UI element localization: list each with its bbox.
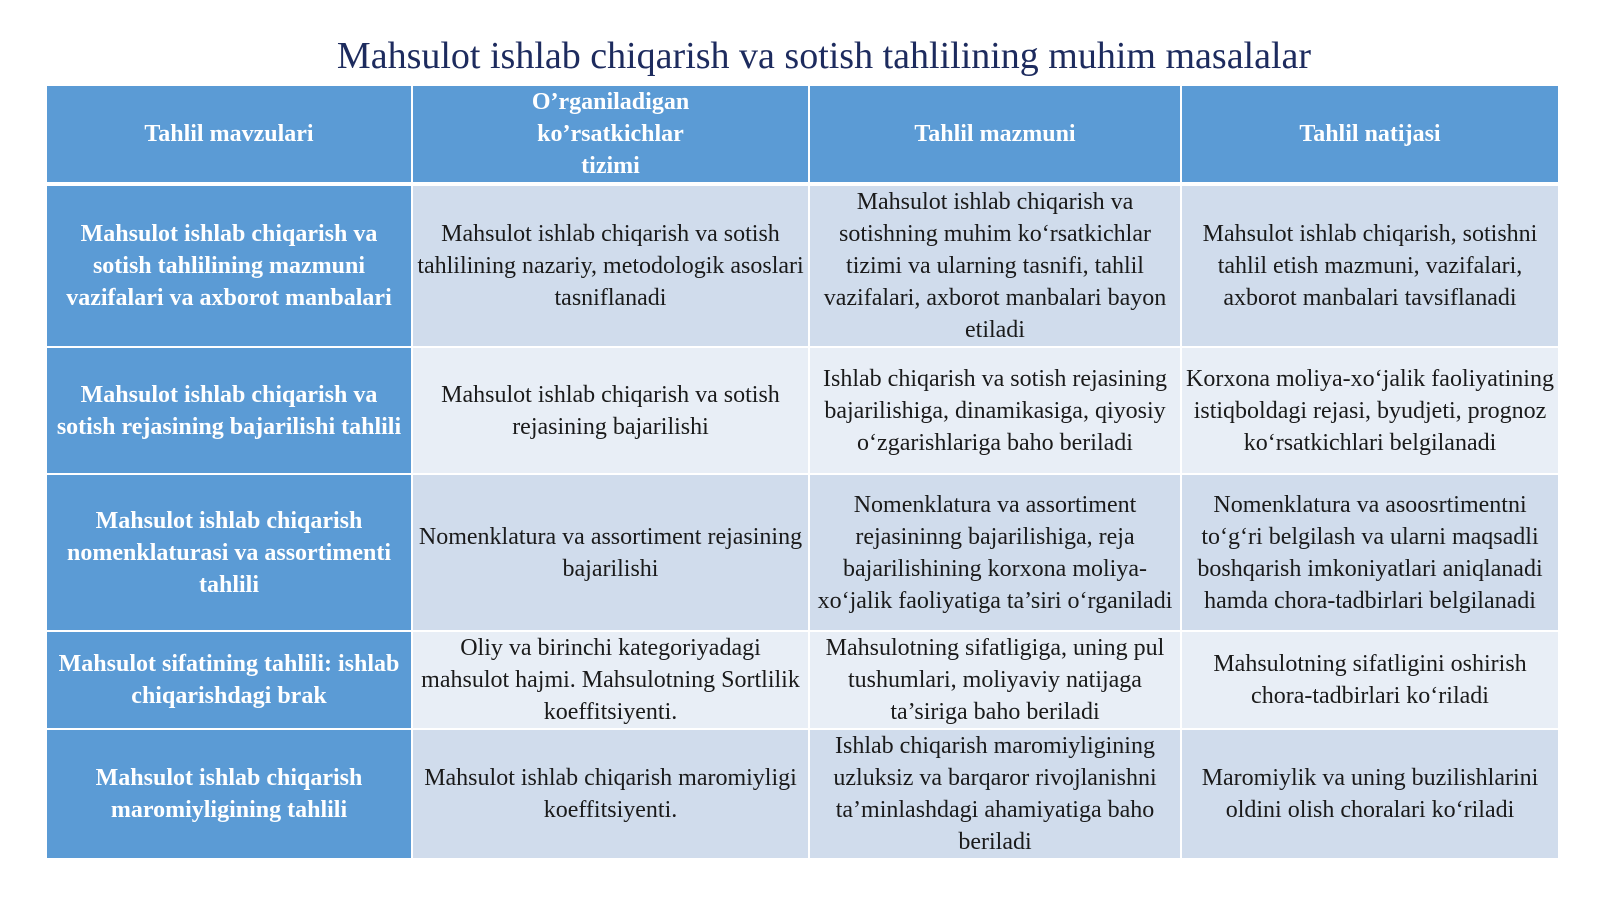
row-topic-cell: Mahsulot ishlab chiqarish va sotish rejasining bajarilishi tahlili — [47, 348, 413, 475]
result-cell: Korxona moliya-xo‘jalik faoliyatining istiqboldagi rejasi, byudjeti, prognoz ko‘rsatkichlari belgilanadi — [1182, 348, 1558, 475]
analysis-table — [47, 86, 1558, 860]
result-cell: Mahsulot ishlab chiqarish, sotishni tahlil etish mazmuni, vazifalari, axborot manbalari tavsiflanadi — [1182, 186, 1558, 348]
content-cell: Ishlab chiqarish maromiyligining uzluksiz va barqaror rivojlanishni ta’minlashdagi ahamiyatiga baho beriladi — [810, 730, 1182, 860]
indicators-cell: Mahsulot ishlab chiqarish va sotish tahlilining nazariy, metodologik asoslari tasniflanadi — [413, 186, 810, 348]
table-row — [47, 730, 1558, 860]
content-cell: Nomenklatura va assortiment rejasininng bajarilishiga, reja bajarilishining korxona moliya-xo‘jalik faoliyatiga ta’siri o‘rganiladi — [810, 475, 1182, 632]
page-title: Mahsulot ishlab chiqarish va sotish tahlilining muhim masalalar — [336, 35, 1312, 77]
column-header-content: Tahlil mazmuni — [810, 86, 1182, 186]
indicators-cell: Mahsulot ishlab chiqarish maromiyligi koeffitsiyenti. — [413, 730, 810, 860]
column-header-result: Tahlil natijasi — [1182, 86, 1558, 186]
indicators-cell: Oliy va birinchi kategoriyadagi mahsulot hajmi. Mahsulotning Sortlilik koeffitsiyenti. — [413, 632, 810, 730]
indicators-cell: Mahsulot ishlab chiqarish va sotish rejasining bajarilishi — [413, 348, 810, 475]
row-topic-cell: Mahsulot ishlab chiqarish nomenklaturasi va assortimenti tahlili — [47, 475, 413, 632]
table-row — [47, 186, 1558, 348]
indicators-cell: Nomenklatura va assortiment rejasining bajarilishi — [413, 475, 810, 632]
result-cell: Nomenklatura va asoosrtimentni to‘g‘ri belgilash va ularni maqsadli boshqarish imkoniyatlari aniqlanadi hamda chora-tadbirlari belgilanadi — [1182, 475, 1558, 632]
table-row — [47, 348, 1558, 475]
table-header-row — [47, 86, 1558, 186]
row-topic-cell: Mahsulot sifatining tahlili: ishlab chiqarishdagi brak — [47, 632, 413, 730]
column-header-topics: Tahlil mavzulari — [47, 86, 413, 186]
result-cell: Mahsulotning sifatligini oshirish chora-tadbirlari ko‘riladi — [1182, 632, 1558, 730]
result-cell: Maromiylik va uning buzilishlarini oldini olish choralari ko‘riladi — [1182, 730, 1558, 860]
content-cell: Mahsulotning sifatligiga, uning pul tushumlari, moliyaviy natijaga ta’siriga baho beriladi — [810, 632, 1182, 730]
row-topic-cell: Mahsulot ishlab chiqarish va sotish tahlilining mazmuni vazifalari va axborot manbalari — [47, 186, 413, 348]
content-cell: Mahsulot ishlab chiqarish va sotishning muhim ko‘rsatkichlar tizimi va ularning tasnifi, tahlil vazifalari, axborot manbalari bayon etiladi — [810, 186, 1182, 348]
table-row — [47, 475, 1558, 632]
row-topic-cell: Mahsulot ishlab chiqarish maromiyligining tahlili — [47, 730, 413, 860]
column-header-indicators: O’rganiladigan ko’rsatkichlar tizimi — [413, 86, 810, 186]
table-row — [47, 632, 1558, 730]
content-cell: Ishlab chiqarish va sotish rejasining bajarilishiga, dinamikasiga, qiyosiy o‘zgarishlariga baho beriladi — [810, 348, 1182, 475]
